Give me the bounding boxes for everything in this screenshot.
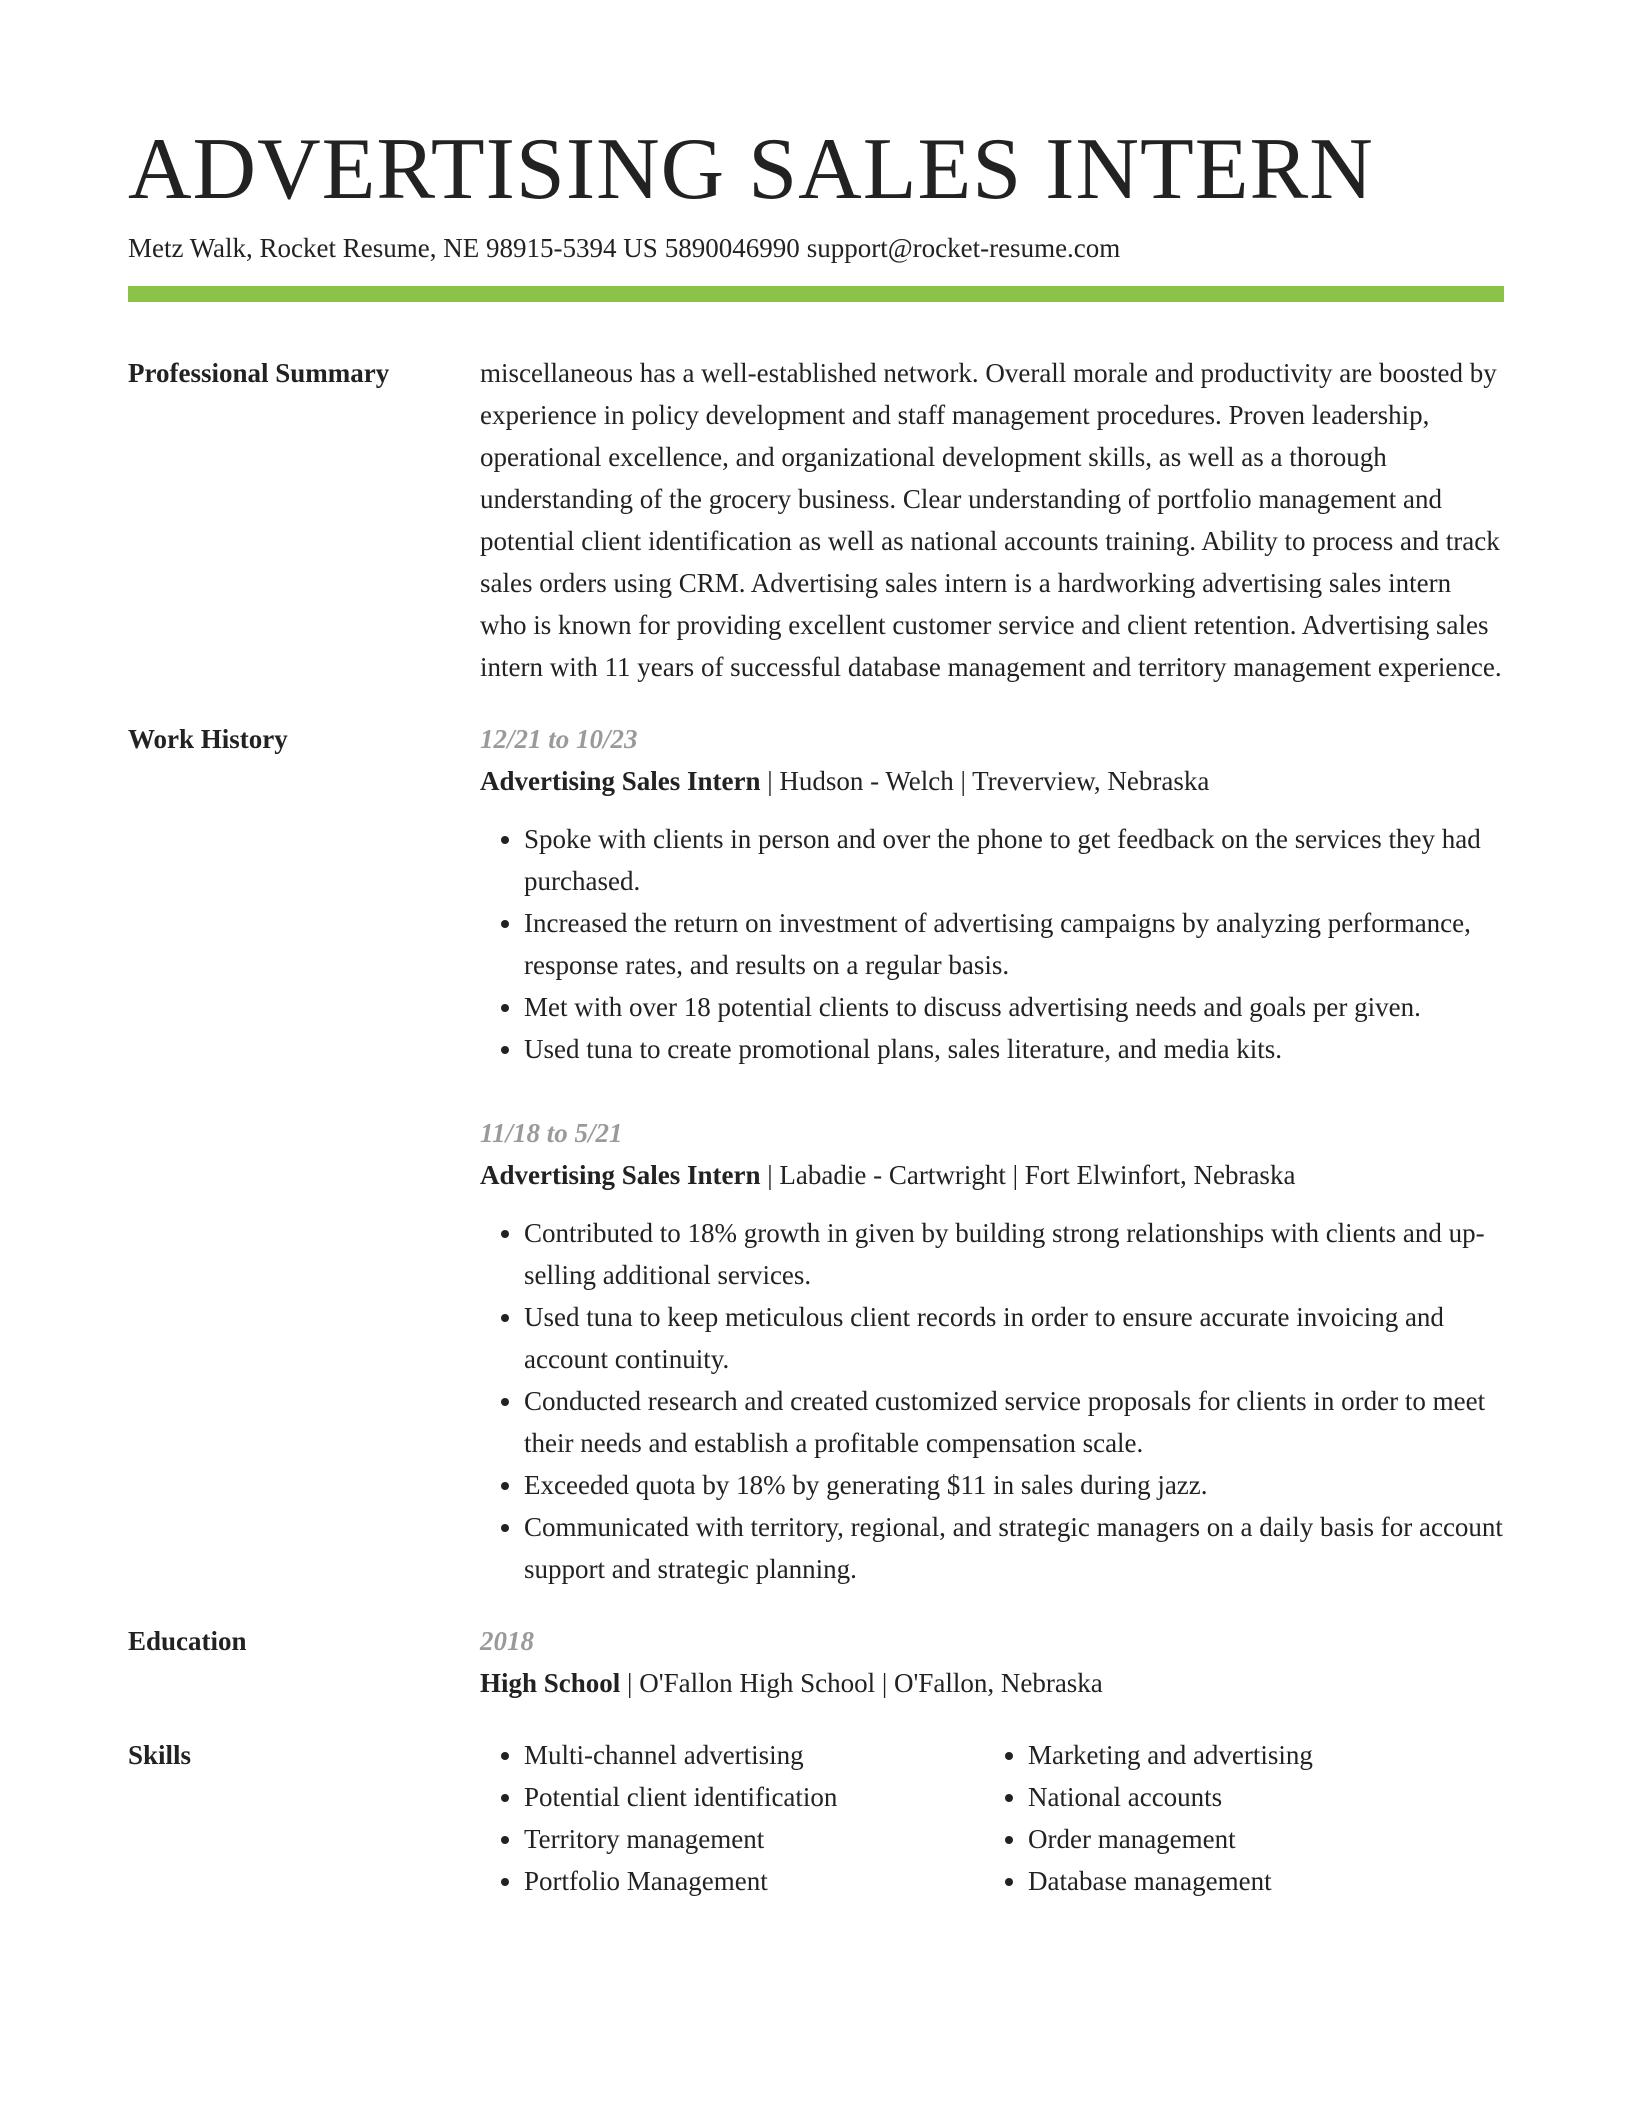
job-entry — [480, 1112, 1504, 1590]
skills-label: Skills — [128, 1740, 192, 1770]
resume-title: ADVERTISING SALES INTERN — [128, 121, 1374, 218]
skill-item: • Marketing and advertising — [1028, 1734, 1488, 1776]
list-item: • Contributed to 18% growth in given by building strong relationships with clients and up-selling additional services. — [524, 1212, 1504, 1296]
job-role-line — [480, 760, 1504, 802]
education-details: | O'Fallon High School | O'Fallon, Nebraska — [620, 1668, 1103, 1698]
skill-item: • Potential client identification — [524, 1776, 984, 1818]
skill-item: • Territory management — [524, 1818, 984, 1860]
skill-item: • Database management — [1028, 1860, 1488, 1902]
contact-address: Metz Walk, Rocket Resume, NE 98915-5394 US — [128, 233, 658, 263]
education-section — [128, 1620, 1504, 1704]
job-dates: 11/18 to 5/21 — [480, 1118, 623, 1148]
work-history-section — [128, 718, 1504, 1590]
skills-columns — [480, 1734, 1504, 1902]
header-divider — [128, 286, 1504, 302]
education-degree: High School — [480, 1668, 621, 1698]
job-bullets — [480, 1212, 1504, 1590]
job-dates: 12/21 to 10/23 — [480, 724, 638, 754]
list-item: • Exceeded quota by 18% by generating $11 in sales during jazz. — [524, 1464, 1504, 1506]
education-label: Education — [128, 1626, 247, 1656]
list-item: • Used tuna to keep meticulous client records in order to ensure accurate invoicing and account continuity. — [524, 1296, 1504, 1380]
work-history-label: Work History — [128, 724, 288, 754]
list-item: • Increased the return on investment of advertising campaigns by analyzing performance, response rates, and results on a regular basis. — [524, 902, 1504, 986]
skill-item: • Order management — [1028, 1818, 1488, 1860]
resume-page — [128, 118, 1504, 1902]
job-details: | Hudson - Welch | Treverview, Nebraska — [760, 766, 1210, 796]
job-details: | Labadie - Cartwright | Fort Elwinfort, Nebraska — [760, 1160, 1296, 1190]
skill-item: • Portfolio Management — [524, 1860, 984, 1902]
list-item: • Met with over 18 potential clients to discuss advertising needs and goals per given. — [524, 986, 1504, 1028]
list-item: • Used tuna to create promotional plans, sales literature, and media kits. — [524, 1028, 1504, 1070]
job-entry — [480, 718, 1504, 1070]
list-item: • Conducted research and created customized service proposals for clients in order to meet their needs and establish a profitable compensation scale. — [524, 1380, 1504, 1464]
contact-line — [128, 230, 1504, 266]
summary-text: miscellaneous has a well-established network. Overall morale and productivity are boosted by experience in policy development and staff management procedures. Proven leadership, operational excellence, and organizational development skills, as well as a thorough understanding of the grocery business. Clear understanding of portfolio management and potential client identification as well as national accounts training. Ability to process and track sales orders using CRM. Advertising sales intern is a hardworking advertising sales intern who is known for providing excellent customer service and client retention. Advertising sales intern with 11 years of successful database management and territory management experience. — [480, 358, 1502, 682]
skill-item: • National accounts — [1028, 1776, 1488, 1818]
job-role: Advertising Sales Intern — [480, 1160, 761, 1190]
summary-section — [128, 352, 1504, 688]
skills-section — [128, 1734, 1504, 1902]
education-date: 2018 — [480, 1626, 534, 1656]
summary-label: Professional Summary — [128, 358, 390, 388]
list-item: • Spoke with clients in person and over the phone to get feedback on the services they had purchased. — [524, 818, 1504, 902]
job-role: Advertising Sales Intern — [480, 766, 761, 796]
education-line — [480, 1662, 1504, 1704]
skill-item: • Multi-channel advertising — [524, 1734, 984, 1776]
list-item: • Communicated with territory, regional, and strategic managers on a daily basis for account support and strategic planning. — [524, 1506, 1504, 1590]
skills-list-right — [984, 1734, 1488, 1902]
contact-phone: 5890046990 — [664, 233, 800, 263]
contact-email[interactable]: support@rocket-resume.com — [806, 233, 1121, 263]
skills-list-left — [480, 1734, 984, 1902]
job-role-line — [480, 1154, 1504, 1196]
job-bullets — [480, 818, 1504, 1070]
